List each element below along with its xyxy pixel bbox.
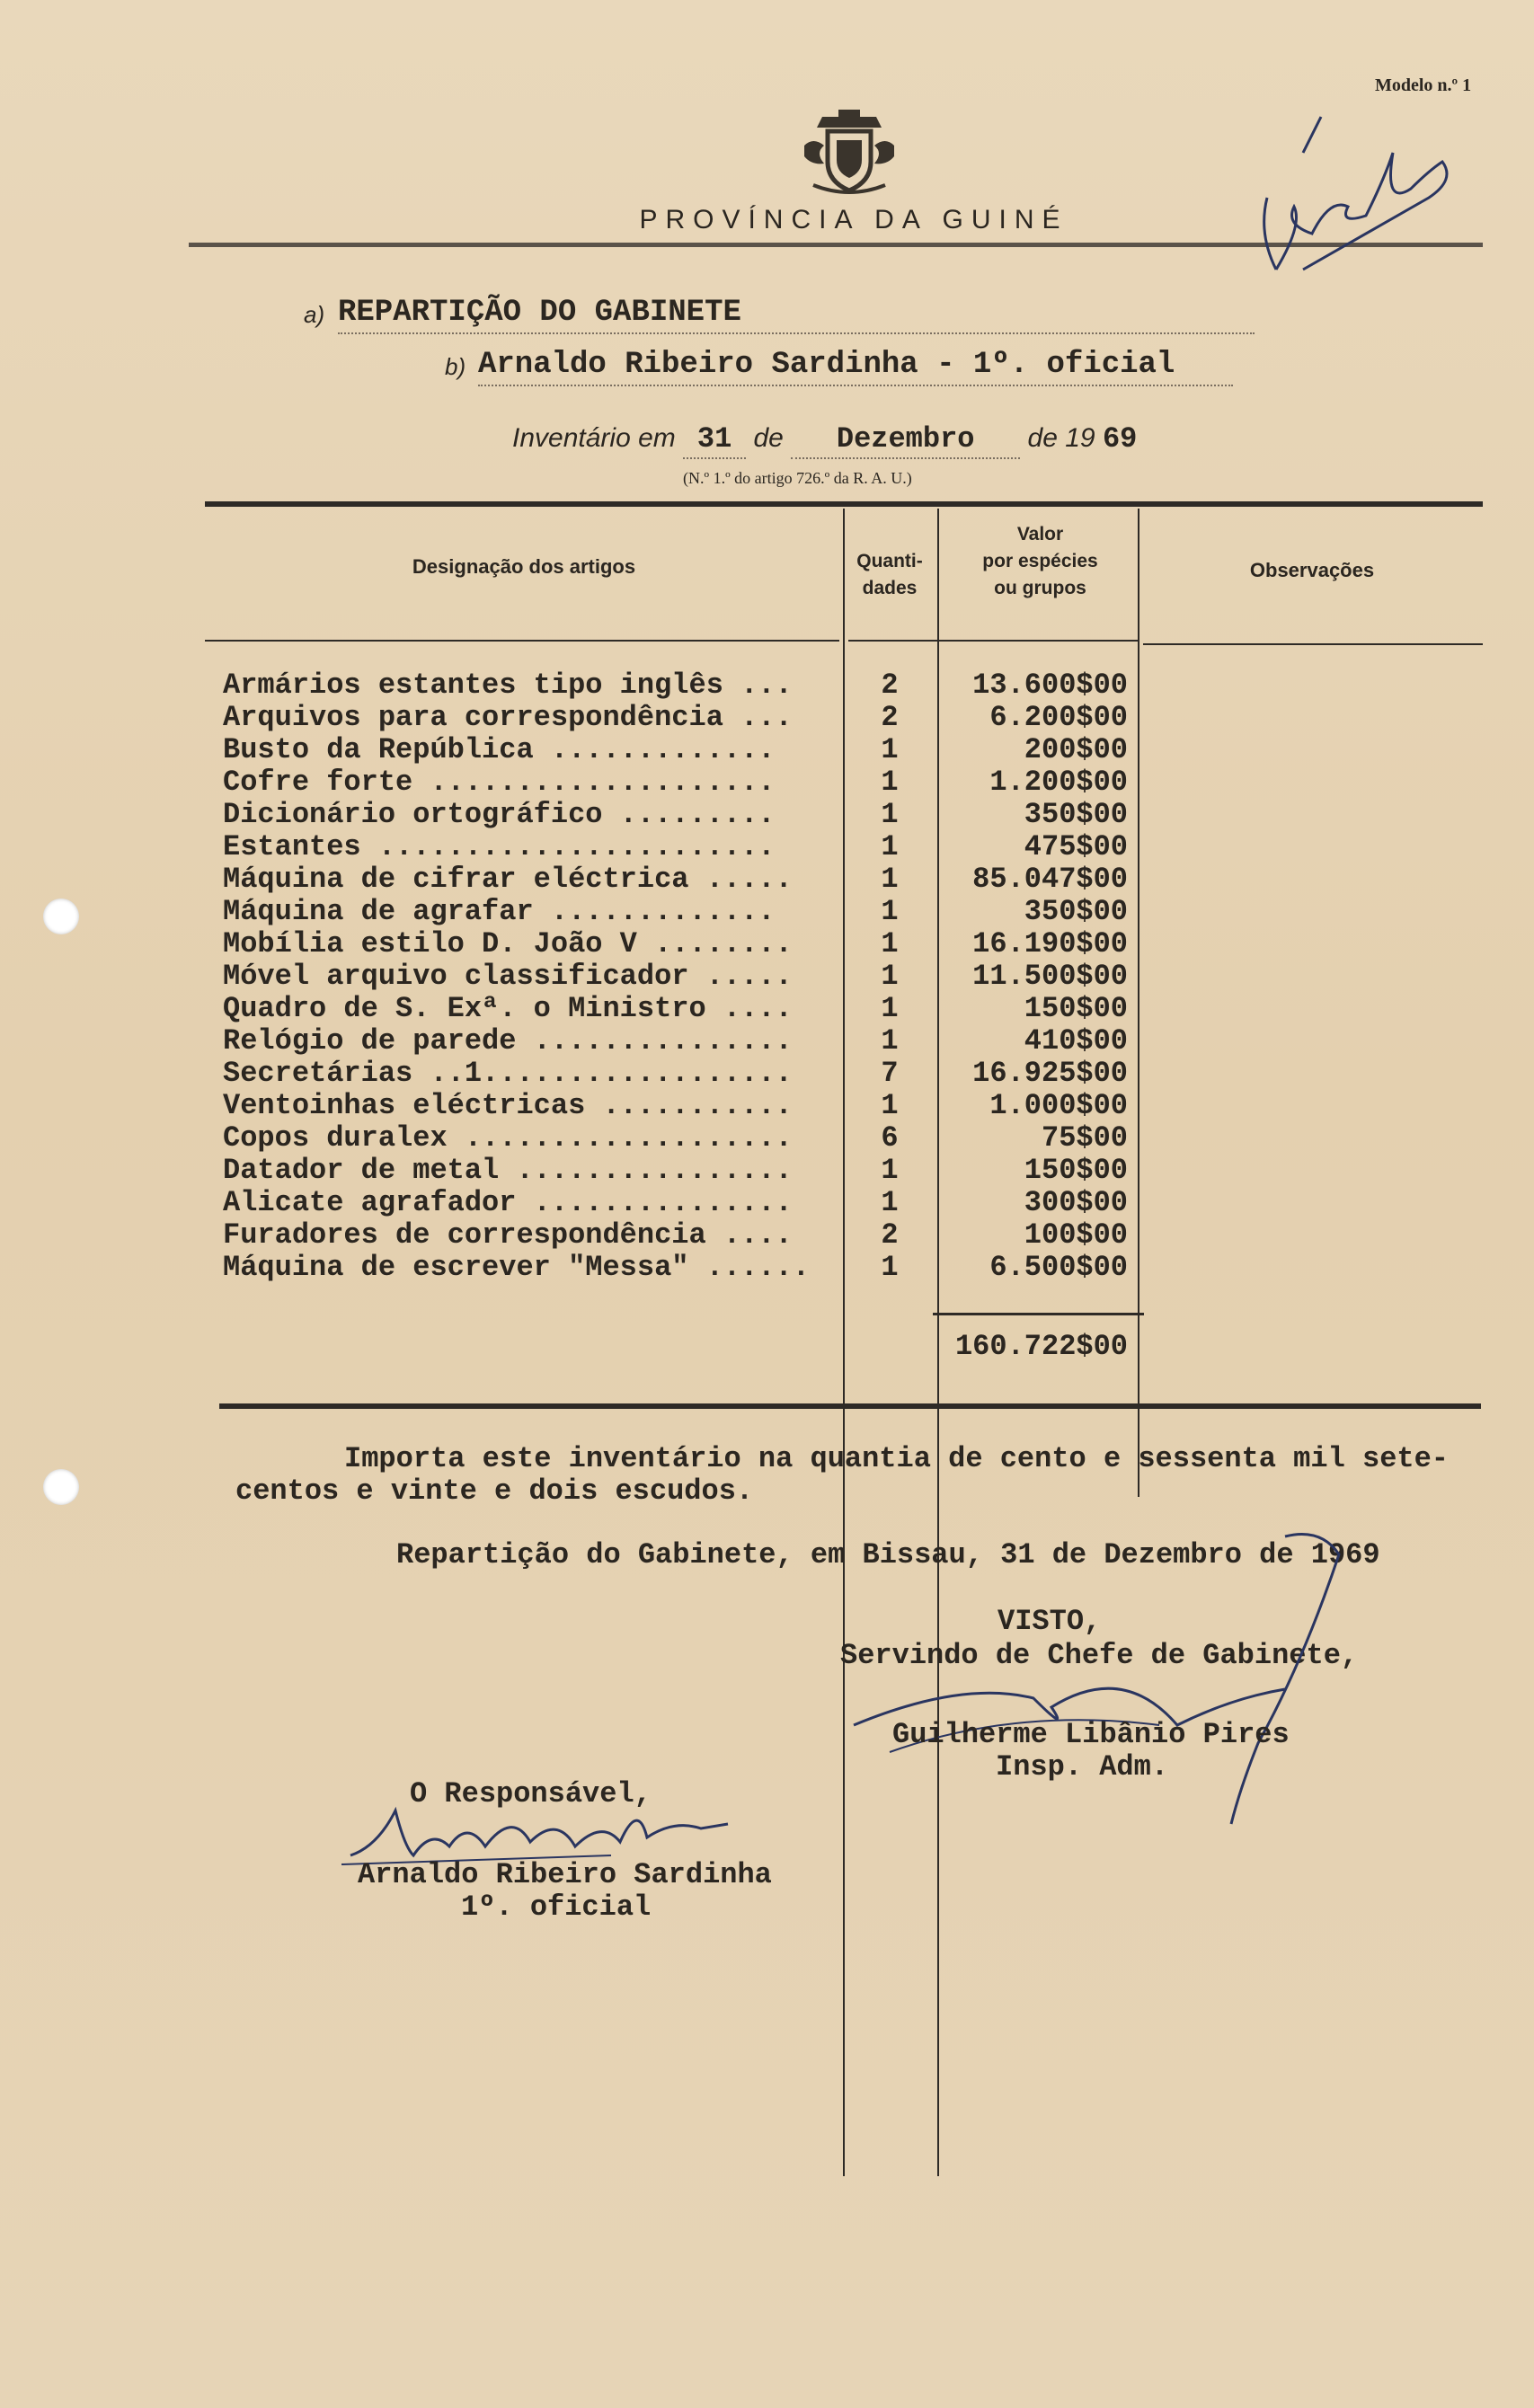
modelo-label: Modelo n.º 1 [1375, 75, 1472, 95]
row-designacao: Dicionário ortográfico ......... [223, 798, 776, 831]
row-valor: 1.000$00 [989, 1089, 1128, 1122]
row-valor: 475$00 [1024, 830, 1128, 863]
total-rule [933, 1313, 1144, 1315]
row-designacao: Quadro de S. Exª. o Ministro .... [223, 992, 793, 1025]
place-date: Repartição do Gabinete, em Bissau, 31 de Dezembro de 1969 [396, 1538, 1380, 1571]
table-row [0, 896, 1534, 928]
row-valor: 6.500$00 [989, 1251, 1128, 1284]
row-designacao: Copos duralex ................... [223, 1121, 793, 1155]
row-designacao: Furadores de correspondência .... [223, 1218, 793, 1252]
col-header-observacoes: Observações [1249, 559, 1375, 581]
table-row [0, 993, 1534, 1025]
official-title: Insp. Adm. [996, 1750, 1169, 1784]
row-quantidade: 1 [881, 830, 899, 863]
responsavel-label: O Responsável, [410, 1777, 652, 1810]
row-valor: 300$00 [1024, 1186, 1128, 1219]
row-valor: 410$00 [1024, 1024, 1128, 1058]
row-quantidade: 1 [881, 1251, 899, 1284]
total-value: 160.722$00 [954, 1330, 1128, 1363]
row-quantidade: 1 [881, 733, 899, 766]
table-row [0, 1122, 1534, 1155]
row-designacao: Cofre forte .................... [223, 766, 776, 799]
row-valor: 75$00 [1041, 1121, 1128, 1155]
row-quantidade: 1 [881, 927, 899, 961]
table-row [0, 1155, 1534, 1187]
table-row [0, 766, 1534, 799]
row-quantidade: 1 [881, 1186, 899, 1219]
servindo-label: Servindo de Chefe de Gabinete, [840, 1639, 1359, 1672]
row-designacao: Alicate agrafador ............... [223, 1186, 793, 1219]
table-row [0, 831, 1534, 863]
punch-hole-bottom [43, 1469, 79, 1505]
table-row [0, 1090, 1534, 1122]
header-rule-observacoes [1143, 643, 1483, 645]
row-quantidade: 1 [881, 895, 899, 928]
table-row [0, 928, 1534, 961]
row-valor: 16.925$00 [972, 1057, 1128, 1090]
row-designacao: Estantes ....................... [223, 830, 776, 863]
label-a: a) [304, 301, 325, 328]
label-b: b) [445, 353, 466, 380]
col-header-valor: Valor por espécies ou grupos [982, 524, 1098, 598]
row-quantidade: 1 [881, 1024, 899, 1058]
row-quantidade: 6 [881, 1121, 899, 1155]
row-designacao: Máquina de cifrar eléctrica ..... [223, 863, 793, 896]
row-valor: 1.200$00 [989, 766, 1128, 799]
row-quantidade: 7 [881, 1057, 899, 1090]
province-title: PROVÍNCIA DA GUINÉ [639, 205, 1068, 235]
table-row [0, 799, 1534, 831]
table-row [0, 1219, 1534, 1252]
table-row [0, 961, 1534, 993]
row-valor: 85.047$00 [972, 863, 1128, 896]
department-name: REPARTIÇÃO DO GABINETE [338, 293, 1255, 334]
row-valor: 350$00 [1024, 895, 1128, 928]
col-header-quantidades: Quanti- dades [856, 551, 923, 598]
table-row [0, 702, 1534, 734]
responsavel-name: Arnaldo Ribeiro Sardinha [358, 1858, 772, 1891]
amount-line-2: centos e vinte e dois escudos. [235, 1474, 754, 1508]
row-valor: 200$00 [1024, 733, 1128, 766]
row-valor: 100$00 [1024, 1218, 1128, 1252]
row-quantidade: 2 [881, 1218, 899, 1252]
table-row [0, 1252, 1534, 1284]
row-designacao: Móvel arquivo classificador ..... [223, 960, 793, 993]
row-designacao: Armários estantes tipo inglês ... [223, 668, 793, 702]
row-valor: 150$00 [1024, 992, 1128, 1025]
visto-label: VISTO, [998, 1605, 1102, 1638]
header-rule-designacao [205, 640, 839, 642]
table-row [0, 1058, 1534, 1090]
inventory-day: 31 [683, 421, 746, 459]
row-quantidade: 1 [881, 863, 899, 896]
inventory-date-line [512, 421, 1137, 459]
legal-reference: (N.º 1.º do artigo 726.º da R. A. U.) [683, 469, 912, 487]
inventory-year-prefix: de 19 [1027, 423, 1095, 453]
row-quantidade: 1 [881, 1154, 899, 1187]
inventory-year-suffix: 69 [1102, 422, 1138, 456]
row-designacao: Máquina de agrafar ............. [223, 895, 776, 928]
row-designacao: Busto da República ............. [223, 733, 776, 766]
responsavel-title: 1º. oficial [461, 1890, 652, 1924]
row-quantidade: 1 [881, 798, 899, 831]
row-quantidade: 1 [881, 1089, 899, 1122]
row-quantidade: 1 [881, 992, 899, 1025]
responsible-line: Arnaldo Ribeiro Sardinha - 1º. oficial [478, 345, 1233, 386]
row-designacao: Secretárias ..1.................. [223, 1057, 793, 1090]
row-valor: 150$00 [1024, 1154, 1128, 1187]
row-valor: 13.600$00 [972, 668, 1128, 702]
row-quantidade: 1 [881, 960, 899, 993]
official-signature [836, 1518, 1393, 1842]
table-bottom-rule [219, 1403, 1481, 1409]
coat-of-arms-icon [795, 110, 903, 199]
row-valor: 6.200$00 [989, 701, 1128, 734]
table-row [0, 734, 1534, 766]
table-row [0, 1187, 1534, 1219]
row-valor: 350$00 [1024, 798, 1128, 831]
row-designacao: Arquivos para correspondência ... [223, 701, 793, 734]
row-valor: 11.500$00 [972, 960, 1128, 993]
row-designacao: Relógio de parede ............... [223, 1024, 793, 1058]
initials-signature [1249, 99, 1456, 279]
inventory-prefix: Inventário em [512, 423, 676, 453]
row-designacao: Mobília estilo D. João V ........ [223, 927, 793, 961]
table-row [0, 669, 1534, 702]
table-row [0, 1025, 1534, 1058]
header-rule-qty-valor [848, 640, 1138, 642]
row-quantidade: 1 [881, 766, 899, 799]
official-name: Guilherme Libânio Pires [892, 1718, 1290, 1751]
table-row [0, 863, 1534, 896]
col-header-designacao: Designação dos artigos [412, 555, 636, 578]
table-top-rule [205, 501, 1483, 507]
row-designacao: Ventoinhas eléctricas ........... [223, 1089, 793, 1122]
inventory-de: de [753, 423, 784, 453]
row-quantidade: 2 [881, 701, 899, 734]
inventory-month: Dezembro [791, 421, 1020, 459]
row-valor: 16.190$00 [972, 927, 1128, 961]
amount-line-1: Importa este inventário na quantia de cento e sessenta mil sete- [344, 1442, 1449, 1475]
row-designacao: Datador de metal ................ [223, 1154, 793, 1187]
row-quantidade: 2 [881, 668, 899, 702]
row-designacao: Máquina de escrever "Messa" ...... [223, 1251, 810, 1284]
